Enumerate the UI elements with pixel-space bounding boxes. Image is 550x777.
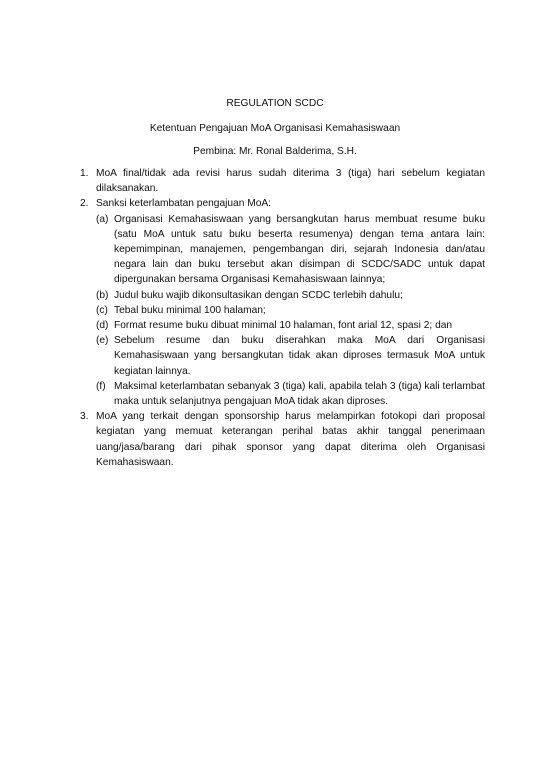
sub-letter: (b) xyxy=(96,289,109,301)
sub-letter: (a) xyxy=(96,213,109,225)
regulation-item-3 xyxy=(80,409,485,470)
sub-text: Organisasi Kemahasiswaan yang bersangkutan harus membuat resume buku (satu MoA untuk satu buku beserta resumenya) dengan tema antara lain: kepemimpinan, manajemen, pengembangan diri, sejarah Indonesia dan/atau negara lain dan buku tersebut akan disimpan di SCDC/SADC untuk dapat dipergunakan bersama Organisasi Kemahasiswaan lainnya; xyxy=(114,213,485,286)
sub-letter: (c) xyxy=(96,304,108,316)
sanction-item-f xyxy=(96,379,485,409)
item-text: Sanksi keterlambatan pengajuan MoA: xyxy=(96,198,271,210)
item-text: MoA final/tidak ada revisi harus sudah diterima 3 (tiga) hari sebelum kegiatan dilaksanakan. xyxy=(96,168,485,195)
sub-text: Tebal buku minimal 100 halaman; xyxy=(114,304,266,316)
sub-letter: (e) xyxy=(96,335,109,347)
sanction-item-b xyxy=(96,288,485,303)
sanction-item-e xyxy=(96,333,485,379)
item-number: 2. xyxy=(80,198,89,210)
sub-text: Sebelum resume dan buku diserahkan maka MoA dari Organisasi Kemahasiswaan yang bersangkutan tidak akan diproses termasuk MoA untuk kegiatan lainnya. xyxy=(114,335,485,377)
document-title: REGULATION SCDC xyxy=(226,98,324,109)
item-number: 3. xyxy=(80,411,89,423)
regulation-item-2 xyxy=(80,196,485,409)
sanction-item-d xyxy=(96,318,485,333)
sub-letter: (d) xyxy=(96,320,109,332)
sub-letter: (f) xyxy=(96,380,106,392)
document-advisor: Pembina: Mr. Ronal Balderima, S.H. xyxy=(193,146,357,157)
sanction-item-c xyxy=(96,303,485,318)
document-subtitle: Ketentuan Pengajuan MoA Organisasi Kemahasiswaan xyxy=(149,123,401,134)
sanction-item-a xyxy=(96,212,485,288)
regulation-item-1 xyxy=(80,166,485,196)
sub-text: Format resume buku dibuat minimal 10 halaman, font arial 12, spasi 2; dan xyxy=(114,320,453,332)
item-text: MoA yang terkait dengan sponsorship harus melampirkan fotokopi dari proposal kegiatan yang memuat keterangan perihal batas akhir tanggal penerimaan uang/jasa/barang dari pihak sponsor yang dapat diterima oleh Organisasi Kemahasiswaan. xyxy=(96,411,485,468)
sub-text: Maksimal keterlambatan sebanyak 3 (tiga) kali, apabila telah 3 (tiga) kali terlambat maka untuk selanjutnya pengajuan MoA tidak akan diproses. xyxy=(114,380,485,408)
item-body xyxy=(96,196,485,409)
regulation-list xyxy=(80,166,485,470)
item-number: 1. xyxy=(80,168,89,179)
sub-text: Judul buku wajib dikonsultasikan dengan SCDC terlebih dahulu; xyxy=(114,289,403,301)
